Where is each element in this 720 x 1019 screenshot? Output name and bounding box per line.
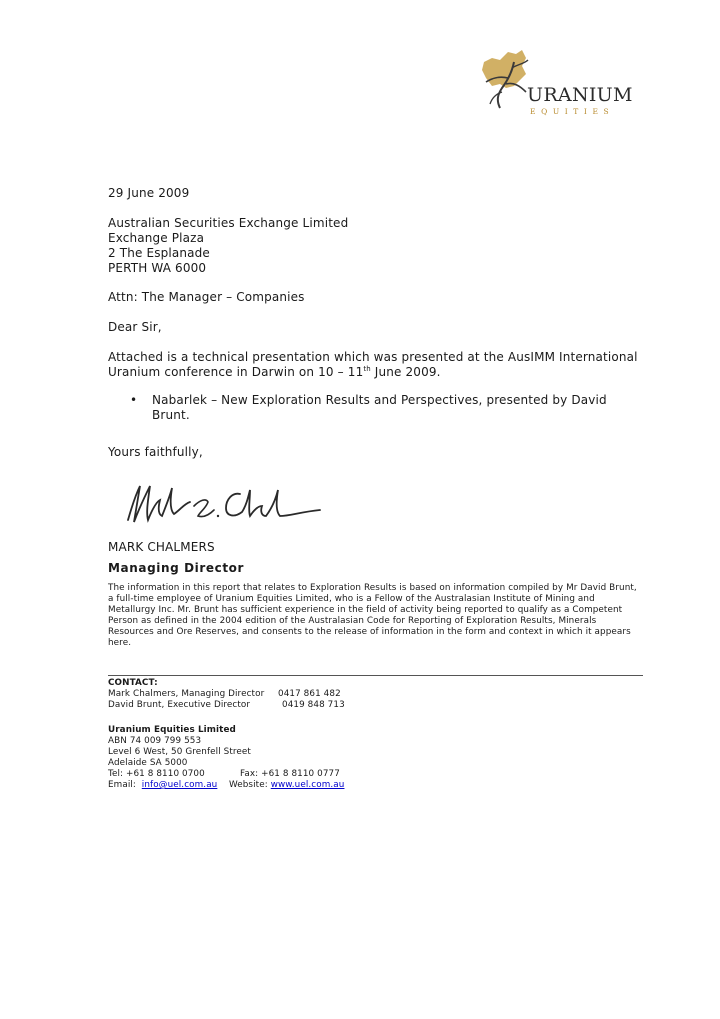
recipient-address <box>108 216 348 276</box>
company-name: Uranium Equities Limited <box>108 725 236 735</box>
letter-date: 29 June 2009 <box>108 186 190 200</box>
divider <box>108 675 643 676</box>
web-row <box>108 780 344 791</box>
contact-phone: 0419 848 713 <box>282 700 345 710</box>
handwritten-signature <box>120 476 330 532</box>
contact-phone: 0417 861 482 <box>278 689 341 699</box>
address-line: PERTH WA 6000 <box>108 261 207 275</box>
body-text: June 2009. <box>370 365 441 379</box>
website-link[interactable]: www.uel.com.au <box>270 780 345 790</box>
address-line: 2 The Esplanade <box>108 246 210 260</box>
attention-line: Attn: The Manager – Companies <box>108 290 305 304</box>
company-street: Level 6 West, 50 Grenfell Street <box>108 747 251 757</box>
email-label: Email: <box>108 780 136 790</box>
address-line: Australian Securities Exchange Limited <box>108 216 349 230</box>
letter-body <box>108 350 648 380</box>
signer-name: MARK CHALMERS <box>108 540 215 554</box>
company-logo <box>478 48 638 120</box>
body-line <box>108 365 648 380</box>
contact-block <box>108 678 345 711</box>
company-details <box>108 725 344 791</box>
contact-name: David Brunt, Executive Director <box>108 700 251 710</box>
tel-number: Tel: +61 8 8110 0700 <box>108 769 205 779</box>
contact-name: Mark Chalmers, Managing Director <box>108 689 265 699</box>
company-abn: ABN 74 009 799 553 <box>108 736 202 746</box>
competent-person-statement: The information in this report that relates to Exploration Results is based on information compiled by Mr David Brunt, a full-time employee of Uranium Equities Limited, who is a Fellow of the Australasian Institute of Mining and Metallurgy Inc. Mr. Brunt has sufficient experience in the field of activity being reported to qualify as a Competent Person as defined in the 2004 edition of the Australasian Code for Reporting of Exploration Results, Minerals Resources and Ore Reserves, and consents to the release of information in the form and context in which it appears here. <box>108 583 637 648</box>
email-link[interactable]: info@uel.com.au <box>141 780 218 790</box>
bullet-item: Nabarlek – New Exploration Results and Perspectives, presented by David Brunt. <box>152 393 607 422</box>
bullet-point-icon: • <box>130 393 138 407</box>
body-line: Attached is a technical presentation which was presented at the AusIMM International <box>108 350 638 364</box>
contact-row <box>108 700 345 711</box>
closing: Yours faithfully, <box>108 445 203 459</box>
company-city: Adelaide SA 5000 <box>108 758 188 768</box>
website-label: Website: <box>228 780 268 790</box>
address-line: Exchange Plaza <box>108 231 205 245</box>
signer-title: Managing Director <box>108 561 245 575</box>
logo-subtitle: EQUITIES <box>530 107 615 116</box>
contact-row <box>108 689 345 700</box>
contact-heading: CONTACT: <box>108 678 158 688</box>
logo-wordmark: URANIUM <box>527 84 633 106</box>
salutation: Dear Sir, <box>108 320 162 334</box>
fax-number: Fax: +61 8 8110 0777 <box>240 769 340 779</box>
ordinal-suffix: th <box>363 365 371 373</box>
body-text: Uranium conference in Darwin on 10 – 11 <box>108 365 364 379</box>
phone-row <box>108 769 344 780</box>
